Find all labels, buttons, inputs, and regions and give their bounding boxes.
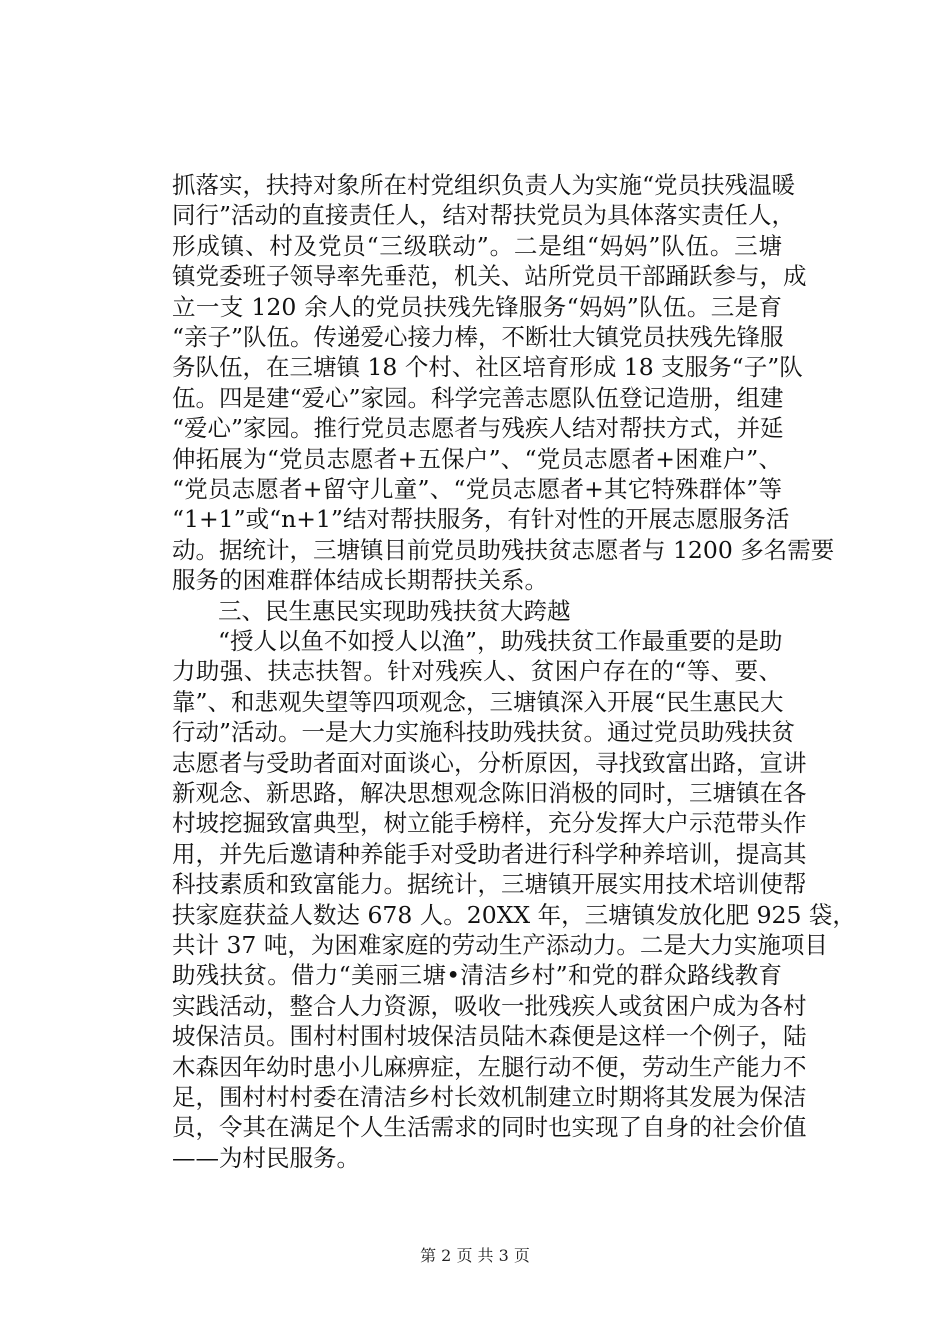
text-line: 村坡挖掘致富典型，树立能手榜样，充分发挥大户示范带头作 — [172, 809, 807, 838]
text-line: 实践活动，整合人力资源，吸收一批残疾人或贫困户成为各村 — [172, 991, 807, 1020]
text-line: 抓落实，扶持对象所在村党组织负责人为实施“党员扶残温暖 — [172, 171, 796, 199]
text-line: “授人以鱼不如授人以渔”，助残扶贫工作最重要的是助 — [218, 627, 783, 655]
text-line: 同行”活动的直接责任人，结对帮扶党员为具体落实责任人， — [172, 201, 796, 230]
text-line: 力助强、扶志扶智。针对残疾人、贫困户存在的“等、要、 — [172, 657, 782, 686]
text-line: 服务的困难群体结成长期帮扶关系。 — [172, 566, 548, 595]
text-line: 木森因年幼时患小儿麻痹症，左腿行动不便，劳动生产能力不 — [172, 1052, 807, 1081]
text-line: 用，并先后邀请种养能手对受助者进行科学种养培训，提高其 — [172, 839, 807, 868]
text-line: 靠”、和悲观失望等四项观念，三塘镇深入开展“民生惠民大 — [172, 687, 784, 716]
text-line: 伸拓展为“党员志愿者+五保户”、“党员志愿者+困难户”、 — [172, 444, 782, 473]
text-line: “1+1”或“n+1”结对帮扶服务，有针对性的开展志愿服务活 — [172, 505, 790, 534]
text-line: 扶家庭获益人数达 678 人。20XX 年，三塘镇发放化肥 925 袋， — [172, 900, 856, 929]
text-line: 助残扶贫。借力“美丽三塘•清洁乡村”和党的群众路线教育 — [172, 961, 782, 990]
text-line: “爱心”家园。推行党员志愿者与残疾人结对帮扶方式，并延 — [172, 414, 784, 443]
section-heading: 三、民生惠民实现助残扶贫大跨越 — [218, 596, 571, 625]
text-line: 形成镇、村及党员“三级联动”。二是组“妈妈”队伍。三塘 — [172, 231, 782, 260]
text-line: 足，围村村村委在清洁乡村长效机制建立时期将其发展为保洁 — [172, 1083, 807, 1111]
text-line: 志愿者与受助者面对面谈心，分析原因，寻找致富出路，宣讲 — [172, 748, 807, 777]
text-line: 坡保洁员。围村村围村坡保洁员陆木森便是这样一个例子，陆 — [172, 1022, 807, 1051]
text-line: 新观念、新思路，解决思想观念陈旧消极的同时，三塘镇在各 — [172, 779, 807, 807]
text-line: 伍。四是建“爱心”家园。科学完善志愿队伍登记造册，组建 — [172, 383, 784, 412]
text-line: 动。据统计，三塘镇目前党员助残扶贫志愿者与 1200 多名需要 — [172, 535, 835, 564]
text-line: “亲子”队伍。传递爱心接力棒，不断壮大镇党员扶残先锋服 — [172, 323, 784, 351]
text-line: 立一支 120 余人的党员扶残先锋服务“妈妈”队伍。三是育 — [172, 292, 782, 321]
text-line: 务队伍，在三塘镇 18 个村、社区培育形成 18 支服务“子”队 — [172, 353, 803, 382]
text-line: ——为村民服务。 — [172, 1143, 360, 1172]
text-line: 科技素质和致富能力。据统计，三塘镇开展实用技术培训使帮 — [172, 870, 807, 899]
text-line: 共计 37 吨，为困难家庭的劳动生产添动力。二是大力实施项目 — [172, 931, 828, 959]
text-line: “党员志愿者+留守儿童”、“党员志愿者+其它特殊群体”等 — [172, 475, 782, 503]
text-line: 镇党委班子领导率先垂范，机关、站所党员干部踊跃参与，成 — [172, 262, 807, 291]
text-line: 行动”活动。一是大力实施科技助残扶贫。通过党员助残扶贫 — [172, 718, 796, 747]
text-line: 员，令其在满足个人生活需求的同时也实现了自身的社会价值 — [172, 1113, 807, 1142]
page-number-footer: 第 2 页 共 3 页 — [420, 1246, 530, 1265]
